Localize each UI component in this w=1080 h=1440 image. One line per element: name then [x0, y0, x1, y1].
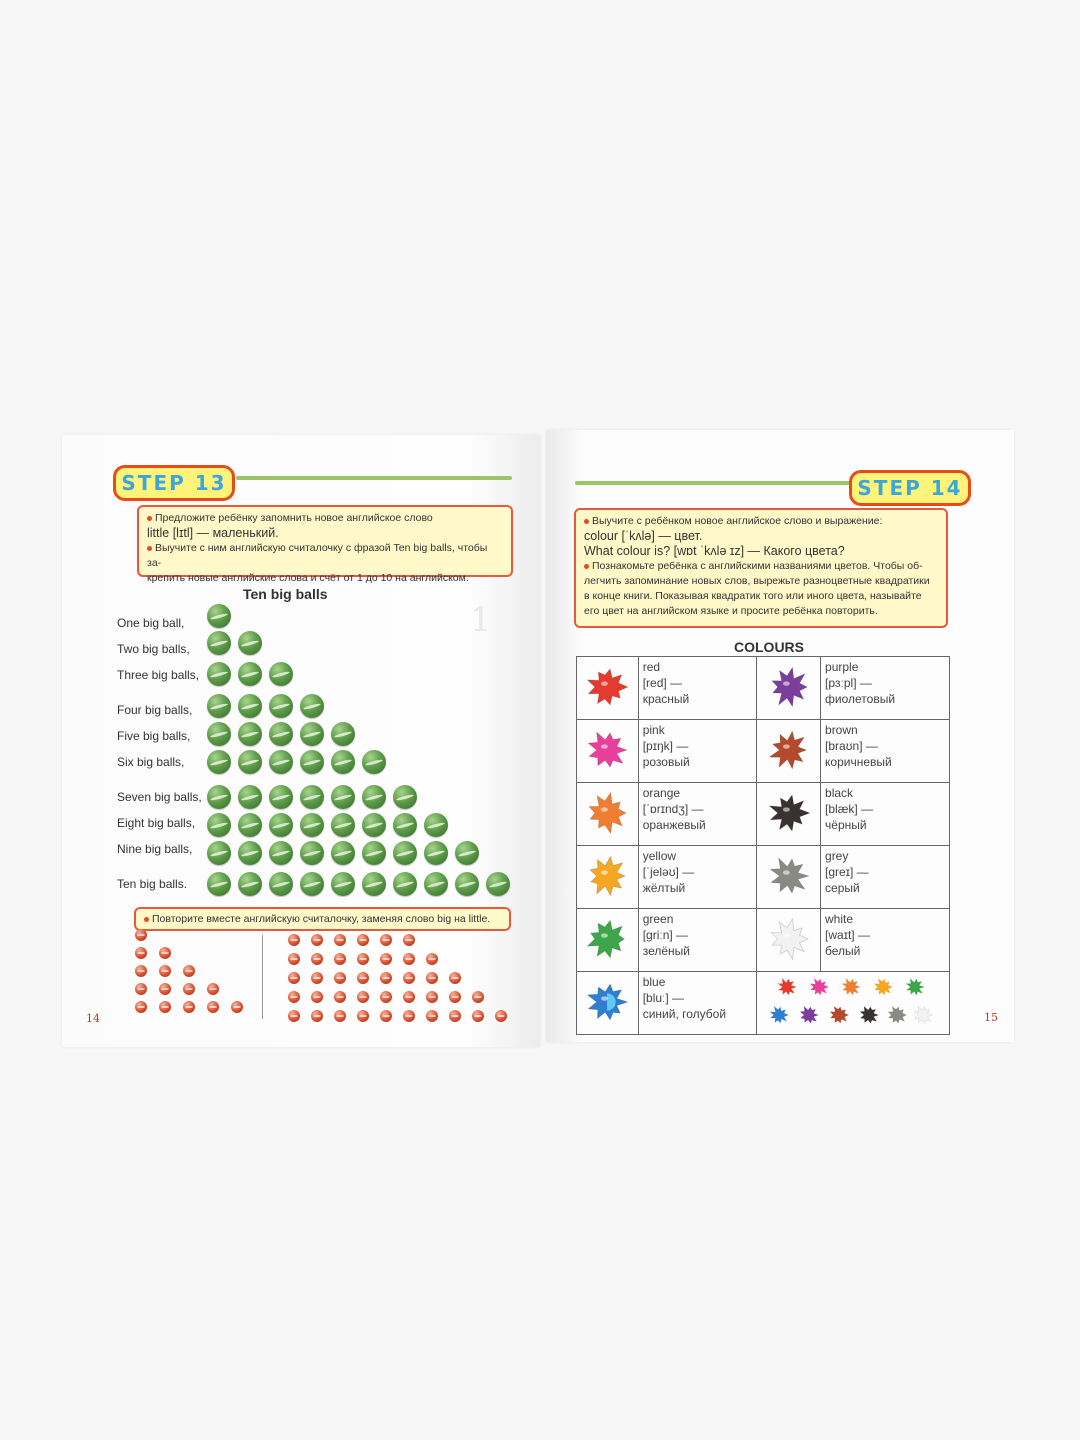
little-red-ball [288, 953, 300, 965]
green-ball [269, 841, 293, 865]
green-ball [238, 662, 262, 686]
table-row [577, 909, 950, 972]
green-ball [269, 694, 293, 718]
green-ball [207, 604, 231, 628]
rhyme-title: Ten big balls [243, 586, 328, 602]
little-red-ball [334, 1010, 346, 1022]
step-13-badge [113, 465, 235, 501]
little-red-ball [380, 1010, 392, 1022]
green-ball [238, 694, 262, 718]
green-ball [486, 872, 510, 896]
little-balls-divider [262, 935, 263, 1019]
little-red-ball [311, 972, 323, 984]
background-ghost-digit: 1 [470, 600, 492, 640]
green-ball [269, 662, 293, 686]
little-red-ball [357, 991, 369, 1003]
little-red-ball [159, 947, 171, 959]
splat-pink-cell [577, 720, 639, 783]
little-red-ball [449, 991, 461, 1003]
step-13-label: STEP 13 [121, 471, 227, 495]
green-ball [238, 872, 262, 896]
little-red-ball [231, 1001, 243, 1013]
new-phrase-what-colour: What colour is? [wɒt ˈkʌlə ɪz] — Какого цвета? [584, 544, 845, 558]
little-red-ball [357, 934, 369, 946]
green-ball [269, 785, 293, 809]
green-ball [300, 872, 324, 896]
green-ball [331, 785, 355, 809]
mini-splat-icon [874, 978, 893, 995]
green-ball [331, 813, 355, 837]
step-14-rule [575, 481, 853, 485]
green-ball [238, 813, 262, 837]
repeat-instruction-text: Повторите вместе английскую считалочку, заменяя слово big на little. [152, 913, 491, 925]
little-red-ball [334, 934, 346, 946]
page-number-14: 14 [86, 1012, 100, 1025]
green-ball [455, 872, 479, 896]
step-14-badge [849, 470, 971, 506]
rhyme-line-5: Five big balls, [117, 729, 191, 743]
table-row [577, 972, 950, 1035]
green-ball [424, 872, 448, 896]
rhyme-line-2: Two big balls, [117, 642, 190, 656]
colour-word-brown: brown [braʊn] — коричневый [821, 720, 950, 783]
instruction-text: Предложите ребёнку запомнить новое английское слово [155, 512, 433, 524]
green-ball [455, 841, 479, 865]
colour-word-blue: blue [bluː] — синий, голубой [638, 972, 757, 1035]
mini-splat-icon [906, 978, 925, 995]
instruction-text: Выучите с ним английскую считалочку с фразой Ten big balls, чтобы за- [147, 542, 488, 569]
little-red-ball [334, 972, 346, 984]
little-red-ball [311, 991, 323, 1003]
little-red-ball [449, 972, 461, 984]
bullet-icon [584, 564, 589, 569]
green-ball [424, 841, 448, 865]
table-row [577, 783, 950, 846]
splat-yellow-cell [577, 846, 639, 909]
green-ball [331, 872, 355, 896]
green-ball [269, 813, 293, 837]
rhyme-line-1: One big ball, [117, 616, 185, 630]
green-ball [424, 813, 448, 837]
green-ball [207, 662, 231, 686]
green-ball [269, 872, 293, 896]
little-red-ball [449, 1010, 461, 1022]
rhyme-line-9: Nine big balls, [117, 842, 193, 856]
little-red-ball [403, 953, 415, 965]
bullet-icon [147, 516, 152, 521]
little-red-ball [288, 934, 300, 946]
little-red-ball [403, 934, 415, 946]
step-13-rule [236, 476, 512, 480]
little-red-ball [380, 991, 392, 1003]
little-red-ball [135, 965, 147, 977]
step-14-instructions [574, 508, 948, 628]
splat-orange-cell [577, 783, 639, 846]
green-ball [300, 722, 324, 746]
mini-splat-icon [830, 1006, 849, 1023]
grey-splat-icon [763, 850, 815, 902]
little-red-ball [403, 991, 415, 1003]
splat-green-cell [577, 909, 639, 972]
splat-brown-cell [757, 720, 821, 783]
splat-grey-cell [757, 846, 821, 909]
step-13-instructions [137, 505, 513, 584]
green-ball [393, 813, 417, 837]
colour-word-black: black [blæk] — чёрный [821, 783, 950, 846]
instruction-text: его цвет на английском языке и просите ребёнка повторить. [584, 605, 878, 617]
little-red-ball [288, 972, 300, 984]
little-red-ball [207, 1001, 219, 1013]
little-red-ball [357, 972, 369, 984]
table-row [577, 720, 950, 783]
green-ball [238, 785, 262, 809]
rhyme-line-10: Ten big balls. [117, 877, 188, 891]
instruction-text: Познакомьте ребёнка с английскими названиями цветов. Чтобы об- [592, 560, 923, 572]
rhyme-line-6: Six big balls, [117, 755, 185, 769]
bullet-icon [584, 519, 589, 524]
table-row [577, 657, 950, 720]
green-ball [331, 750, 355, 774]
green-ball [238, 841, 262, 865]
colours-table [576, 656, 950, 1035]
bullet-icon [147, 546, 152, 551]
little-red-ball [183, 983, 195, 995]
little-red-ball [426, 1010, 438, 1022]
green-ball [362, 841, 386, 865]
yellow-splat-icon [581, 850, 633, 902]
instruction-text: Выучите с ребёнком новое английское слово и выражение: [592, 515, 883, 527]
little-red-ball [288, 1010, 300, 1022]
instruction-text: крепить новые английские слова и счёт от 1 до 10 на английском. [147, 572, 469, 584]
table-row [577, 846, 950, 909]
purple-splat-icon [763, 661, 815, 713]
green-ball [300, 694, 324, 718]
green-ball [207, 813, 231, 837]
colour-word-white: white [waɪt] — белый [821, 909, 950, 972]
little-red-ball [159, 1001, 171, 1013]
green-ball [207, 750, 231, 774]
rhyme-line-8: Eight big balls, [117, 816, 196, 830]
little-red-ball [426, 953, 438, 965]
blue-splat-icon [581, 976, 633, 1028]
new-word-little: little [lɪtl] — маленький. [147, 526, 279, 540]
little-red-ball [135, 1001, 147, 1013]
page-number-15: 15 [984, 1011, 998, 1024]
instruction-text: легчить запоминание новых слов, вырежьте разноцветные квадратики [584, 575, 930, 587]
green-ball [393, 785, 417, 809]
colour-word-pink: pink [pɪŋk] — розовый [638, 720, 757, 783]
little-red-ball [426, 991, 438, 1003]
mini-splat-icon [770, 1006, 789, 1023]
little-red-ball [159, 983, 171, 995]
green-ball [300, 750, 324, 774]
new-word-colour: colour [ˈkʌlə] — цвет. [584, 529, 703, 543]
little-red-ball [288, 991, 300, 1003]
little-red-ball [311, 934, 323, 946]
green-ball [300, 813, 324, 837]
green-ball [331, 841, 355, 865]
rhyme-line-3: Three big balls, [117, 668, 200, 682]
mini-splat-icon [778, 978, 797, 995]
red-splat-icon [581, 661, 633, 713]
green-ball [362, 785, 386, 809]
little-red-ball [311, 1010, 323, 1022]
splat-black-cell [757, 783, 821, 846]
little-red-ball [135, 983, 147, 995]
rhyme-line-4: Four big balls, [117, 703, 193, 717]
green-ball [207, 631, 231, 655]
green-ball [362, 750, 386, 774]
green-ball [238, 722, 262, 746]
green-ball [207, 872, 231, 896]
green-ball [207, 694, 231, 718]
colour-word-yellow: yellow [ˈjeləʊ] — жёлтый [638, 846, 757, 909]
little-red-ball [495, 1010, 507, 1022]
little-red-ball [135, 929, 147, 941]
mini-splat-icon [888, 1006, 907, 1023]
rhyme-line-7: Seven big balls, [117, 790, 202, 804]
little-red-ball [472, 1010, 484, 1022]
green-ball [300, 785, 324, 809]
repeat-instruction-box [134, 907, 511, 931]
little-red-ball [311, 953, 323, 965]
splat-blue-cell [577, 972, 639, 1035]
little-red-ball [334, 953, 346, 965]
bullet-icon [144, 917, 149, 922]
little-red-ball [135, 947, 147, 959]
mini-splat-icon [914, 1006, 933, 1023]
little-red-ball [357, 953, 369, 965]
little-red-ball [207, 983, 219, 995]
little-red-ball [357, 1010, 369, 1022]
green-ball [238, 750, 262, 774]
mini-splat-icon [800, 1006, 819, 1023]
mini-splat-icon [860, 1006, 879, 1023]
green-splat-icon [581, 913, 633, 965]
green-ball [238, 631, 262, 655]
colours-title: COLOURS [734, 639, 804, 655]
colour-word-grey: grey [greɪ] — серый [821, 846, 950, 909]
green-ball [207, 785, 231, 809]
green-ball [300, 841, 324, 865]
colour-word-green: green [griːn] — зелёный [638, 909, 757, 972]
colour-word-red: red [red] — красный [638, 657, 757, 720]
green-ball [393, 841, 417, 865]
mini-splat-icon [842, 978, 861, 995]
green-ball [362, 872, 386, 896]
mini-splat-icon [810, 978, 829, 995]
green-ball [362, 813, 386, 837]
splat-purple-cell [757, 657, 821, 720]
white-splat-icon [763, 913, 815, 965]
instruction-text: в конце книги. Показывая квадратик того или иного цвета, называйте [584, 590, 922, 602]
multicolour-splats-icon [757, 973, 939, 1031]
little-red-ball [380, 953, 392, 965]
step-14-label: STEP 14 [857, 476, 963, 500]
all-colours-splats-cell [757, 972, 950, 1035]
green-ball [207, 722, 231, 746]
splat-white-cell [757, 909, 821, 972]
green-ball [269, 750, 293, 774]
pink-splat-icon [581, 724, 633, 776]
little-red-ball [183, 1001, 195, 1013]
orange-splat-icon [581, 787, 633, 839]
little-red-ball [380, 934, 392, 946]
little-red-ball [380, 972, 392, 984]
green-ball [393, 872, 417, 896]
little-red-ball [403, 972, 415, 984]
little-red-ball [472, 991, 484, 1003]
green-ball [207, 841, 231, 865]
little-red-ball [403, 1010, 415, 1022]
colour-word-orange: orange [ˈɒrɪndʒ] — оранжевый [638, 783, 757, 846]
little-red-ball [159, 965, 171, 977]
little-red-ball [426, 972, 438, 984]
green-ball [331, 722, 355, 746]
brown-splat-icon [763, 724, 815, 776]
green-ball [269, 722, 293, 746]
black-splat-icon [763, 787, 815, 839]
colour-word-purple: purple [pɜːpl] — фиолетовый [821, 657, 950, 720]
little-red-ball [334, 991, 346, 1003]
little-red-ball [183, 965, 195, 977]
splat-red-cell [577, 657, 639, 720]
